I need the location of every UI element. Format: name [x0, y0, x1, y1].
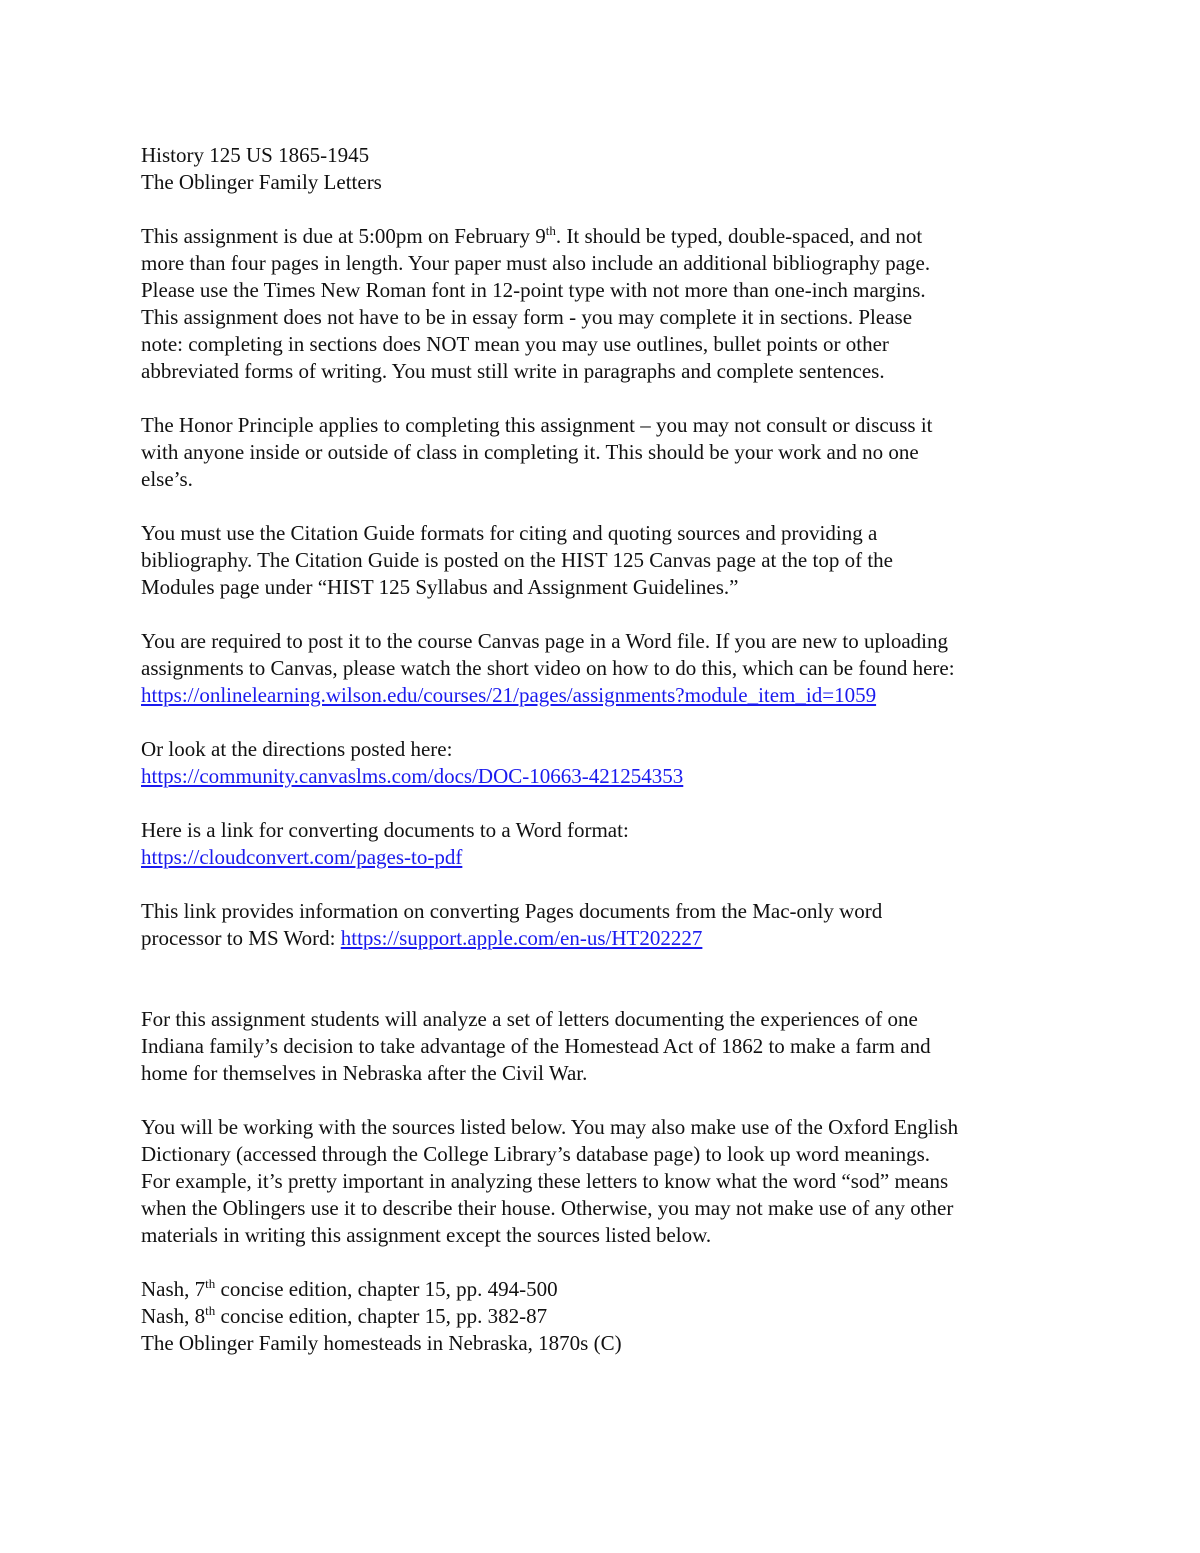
text-line: with anyone inside or outside of class in completing it. This should be your work and no one [141, 440, 919, 464]
text-line: This assignment is due at 5:00pm on February 9th. It should be typed, double-spaced, and not [141, 223, 923, 248]
canvas-directions-link[interactable]: https://community.canvaslms.com/docs/DOC-10663-421254353 [141, 764, 684, 788]
text-line: This assignment does not have to be in essay form - you may complete it in sections. Please [141, 305, 913, 329]
text-line: Here is a link for converting documents to a Word format: [141, 818, 629, 842]
text-line: materials in writing this assignment except the sources listed below. [141, 1223, 712, 1247]
paragraph-assignment-overview [141, 1006, 1060, 1087]
document-title: The Oblinger Family Letters [141, 170, 382, 194]
text-line: bibliography. The Citation Guide is posted on the HIST 125 Canvas page at the top of the [141, 548, 893, 572]
text-segment: processor to MS Word: [141, 926, 341, 950]
canvas-video-link[interactable]: https://onlinelearning.wilson.edu/courses/21/pages/assignments?module_item_id=1059 [141, 683, 877, 707]
source-item: Nash, 7th concise edition, chapter 15, pp. 494-500 [141, 1276, 558, 1301]
cloudconvert-link[interactable]: https://cloudconvert.com/pages-to-pdf [141, 845, 463, 869]
paragraph-honor-principle [141, 412, 1060, 493]
course-title: History 125 US 1865-1945 [141, 143, 370, 167]
paragraph-canvas-upload [141, 628, 1060, 709]
text-line: more than four pages in length. Your paper must also include an additional bibliography page. [141, 251, 931, 275]
text-line: The Honor Principle applies to completing this assignment – you may not consult or discuss it [141, 413, 933, 437]
text-line: Please use the Times New Roman font in 12-point type with not more than one-inch margins. [141, 278, 926, 302]
text-line: For this assignment students will analyze a set of letters documenting the experiences of one [141, 1007, 918, 1031]
text-line: For example, it’s pretty important in analyzing these letters to know what the word “sod” means [141, 1169, 949, 1193]
document-header [141, 142, 1060, 196]
text-line: note: completing in sections does NOT mean you may use outlines, bullet points or other [141, 332, 889, 356]
source-item: The Oblinger Family homesteads in Nebraska, 1870s (C) [141, 1331, 622, 1355]
text-line: You are required to post it to the course Canvas page in a Word file. If you are new to uploading [141, 629, 949, 653]
paragraph-pages-conversion [141, 898, 1060, 952]
paragraph-convert [141, 817, 1060, 871]
text-line: This link provides information on converting Pages documents from the Mac-only word [141, 899, 883, 923]
source-item: Nash, 8th concise edition, chapter 15, pp. 382-87 [141, 1303, 548, 1328]
text-line: home for themselves in Nebraska after the Civil War. [141, 1061, 588, 1085]
text-line: abbreviated forms of writing. You must still write in paragraphs and complete sentences. [141, 359, 885, 383]
text-line: Dictionary (accessed through the College Library’s database page) to look up word meanings. [141, 1142, 931, 1166]
paragraph-sources-info [141, 1114, 1060, 1249]
paragraph-directions [141, 736, 1060, 790]
text-line: Indiana family’s decision to take advantage of the Homestead Act of 1862 to make a farm and [141, 1034, 931, 1058]
text-line: when the Oblingers use it to describe their house. Otherwise, you may not make use of any other [141, 1196, 954, 1220]
text-line: Or look at the directions posted here: [141, 737, 453, 761]
paragraph-citation-guide [141, 520, 1060, 601]
text-line: You must use the Citation Guide formats for citing and quoting sources and providing a [141, 521, 878, 545]
apple-support-link[interactable]: https://support.apple.com/en-us/HT202227 [340, 926, 703, 950]
text-line: Modules page under “HIST 125 Syllabus and Assignment Guidelines.” [141, 575, 739, 599]
text-line: assignments to Canvas, please watch the short video on how to do this, which can be found here: [141, 656, 955, 680]
text-line: You will be working with the sources listed below. You may also make use of the Oxford English [141, 1115, 959, 1139]
paragraph-due-date [141, 223, 1060, 385]
text-line: else’s. [141, 467, 193, 491]
source-list [141, 1276, 1060, 1357]
